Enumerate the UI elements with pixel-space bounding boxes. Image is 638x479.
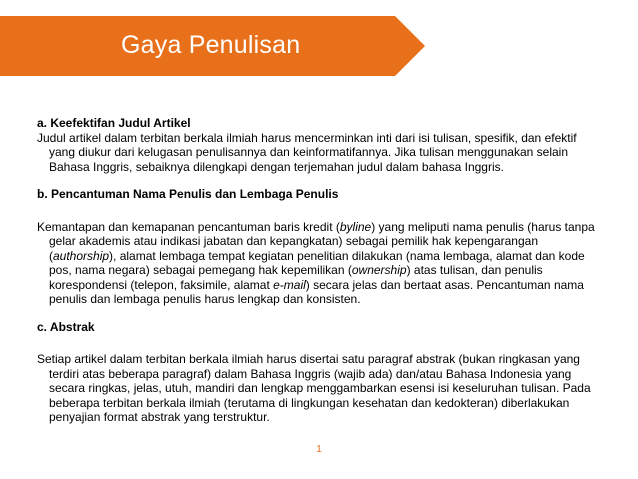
section-b-term-byline: byline <box>339 219 372 234</box>
section-b-text-2: ) yang meliputi nama penulis (harus tanpa gelar akademis atau indikasi jabatan dan kepangkatan) sebagai pemilik hak kepengarangan ( <box>49 219 595 263</box>
section-c-text: Setiap artikel dalam terbitan berkala ilmiah harus disertai satu paragraf abstrak (bukan ringkasan yang terdiri atas beberapa paragraf) dalam Bahasa Inggris (wajib ada) dan/atau Bahasa Indonesia yang secara ringkas, jelas, utuh, mandiri dan lengkap menggambarkan esensi isi keseluruhan tulisan. Pada beberapa terbitan berkala ilmiah (terutama di lingkungan kesehatan dan kedokteran) diberlakukan penyajian format abstrak yang terstruktur. <box>37 352 591 424</box>
section-b-text-5: ) secara jelas dan bertaat asas. Pencantuman nama penulis dan lembaga penulis harus lengkap dan konsisten. <box>49 277 584 306</box>
slide-content <box>37 116 597 425</box>
section-b-text-4: ) atas tulisan, dan penulis korespondensi (telepon, faksimile, alamat <box>49 263 543 292</box>
page-number: 1 <box>316 444 322 455</box>
section-b-heading: b. Pencantuman Nama Penulis dan Lembaga Penulis <box>37 187 339 201</box>
section-a-body <box>37 131 597 175</box>
section-b-term-authorship: authorship <box>53 248 110 263</box>
section-b-term-email: e-mail <box>273 277 306 292</box>
section-b-body <box>37 220 597 307</box>
section-b-text-3: ), alamat lembaga tempat kegiatan penelitian dilakukan (nama lembaga, alamat dan kode pos, nama negara) sebagai pemegang hak kepemilikan ( <box>49 248 585 277</box>
section-b-text-1: Kemantapan dan kemapanan pencantuman baris kredit ( <box>37 219 340 234</box>
section-a-text: Judul artikel dalam terbitan berkala ilmiah harus mencerminkan inti dari isi tulisan, spesifik, dan efektif yang diukur dari kelugasan penulisannya dan keinformatifannya. Jika tulisan menggunakan selain Bahasa Inggris, sebaiknya dilengkapi dengan terjemahan judul dalam bahasa Inggris. <box>37 130 577 174</box>
section-c-heading: c. Abstrak <box>37 319 95 334</box>
section-b-term-ownership: ownership <box>351 263 407 277</box>
slide-title: Gaya Penulisan <box>121 31 301 59</box>
section-a-heading: a. Keefektifan Judul Artikel <box>37 116 191 130</box>
section-c-body <box>37 352 597 425</box>
